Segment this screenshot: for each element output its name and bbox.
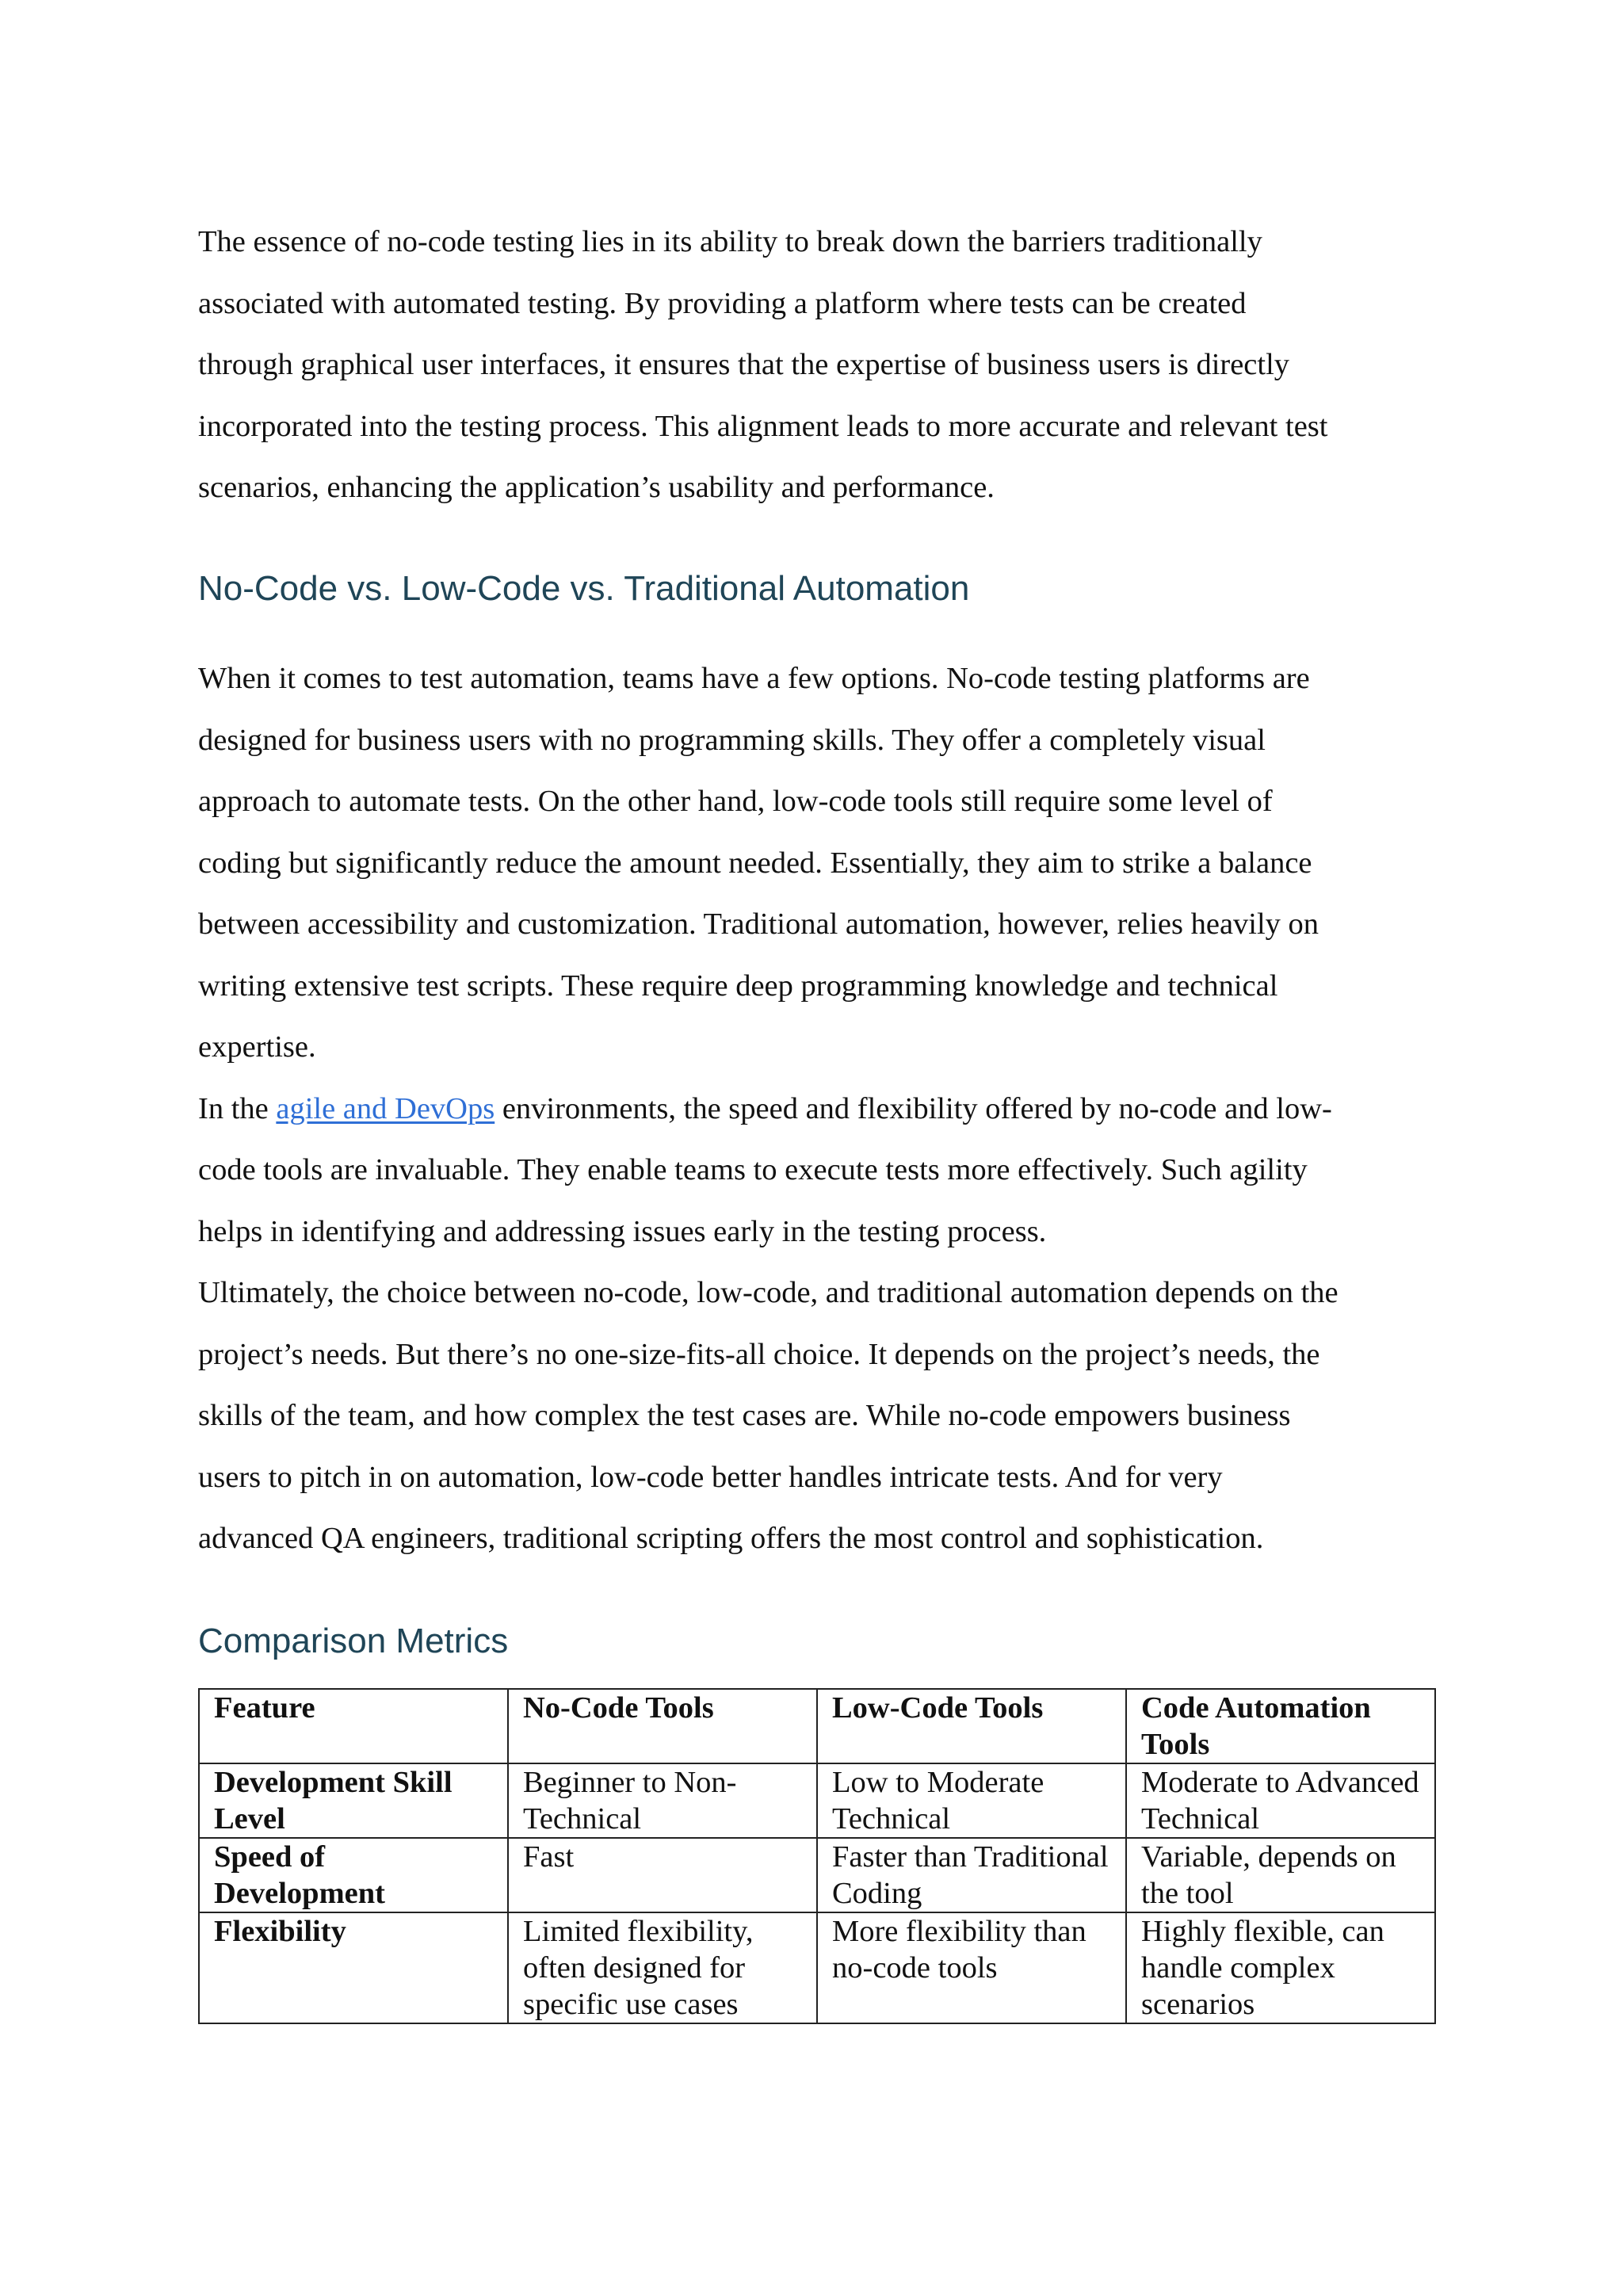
table-header-row (199, 1689, 1435, 1763)
table-cell: Fast (508, 1838, 817, 1912)
text-line: project’s needs. But there’s no one-size-fits-all choice. It depends on the project’s needs, the (198, 1337, 1320, 1371)
table-row (199, 1912, 1435, 2023)
text-line: associated with automated testing. By providing a platform where tests can be created (198, 286, 1247, 320)
table-header-cell: Low-Code Tools (817, 1689, 1126, 1763)
text-line-with-link (198, 1079, 1338, 1140)
section-heading-metrics: Comparison Metrics (198, 1622, 509, 1660)
table-row (199, 1763, 1435, 1838)
text-line: skills of the team, and how complex the test cases are. While no-code empowers business (198, 1399, 1291, 1432)
text-line: advanced QA engineers, traditional scripting offers the most control and sophistication. (198, 1522, 1264, 1555)
text-line: code tools are invaluable. They enable teams to execute tests more effectively. Such agility (198, 1153, 1308, 1186)
table-row-header: Flexibility (199, 1912, 508, 2023)
table-header-cell: Feature (199, 1689, 508, 1763)
text-line: users to pitch in on automation, low-code better handles intricate tests. And for very (198, 1460, 1223, 1494)
text-segment: environments, the speed and flexibility offered by no-code and low- (495, 1091, 1332, 1125)
text-line: coding but significantly reduce the amount needed. Essentially, they aim to strike a balance (198, 846, 1312, 880)
text-segment: In the (198, 1091, 277, 1125)
agile-devops-link[interactable]: agile and DevOps (276, 1091, 495, 1125)
text-line: When it comes to test automation, teams have a few options. No-code testing platforms are (198, 662, 1310, 695)
table-row-header: Speed of Development (199, 1838, 508, 1912)
table-cell: Limited flexibility, often designed for specific use cases (508, 1912, 817, 2023)
table-header-cell: Code Automation Tools (1126, 1689, 1435, 1763)
section-heading-comparison: No-Code vs. Low-Code vs. Traditional Automation (198, 569, 970, 608)
table-cell: Moderate to Advanced Technical (1126, 1763, 1435, 1838)
table-header-cell: No-Code Tools (508, 1689, 817, 1763)
paragraph-essence (198, 212, 1327, 519)
table-cell: Faster than Traditional Coding (817, 1838, 1126, 1912)
table-cell: More flexibility than no-code tools (817, 1912, 1126, 2023)
table-cell: Low to Moderate Technical (817, 1763, 1126, 1838)
text-line: approach to automate tests. On the other hand, low-code tools still require some level of (198, 785, 1273, 818)
table-cell: Variable, depends on the tool (1126, 1838, 1435, 1912)
text-line: The essence of no-code testing lies in its ability to break down the barriers traditionally (198, 225, 1262, 258)
table-row-header: Development Skill Level (199, 1763, 508, 1838)
text-line: between accessibility and customization. Traditional automation, however, relies heavily on (198, 907, 1319, 941)
comparison-table (198, 1688, 1436, 2024)
text-line: scenarios, enhancing the application’s usability and performance. (198, 471, 995, 504)
text-line: Ultimately, the choice between no-code, low-code, and traditional automation depends on the (198, 1276, 1338, 1309)
table-cell: Highly flexible, can handle complex scenarios (1126, 1912, 1435, 2023)
table-row (199, 1838, 1435, 1912)
text-line: designed for business users with no programming skills. They offer a completely visual (198, 723, 1266, 757)
text-line: helps in identifying and addressing issues early in the testing process. (198, 1214, 1047, 1248)
text-line: incorporated into the testing process. This alignment leads to more accurate and relevant test (198, 409, 1328, 443)
text-line: writing extensive test scripts. These require deep programming knowledge and technical (198, 968, 1278, 1003)
text-line: expertise. (198, 1030, 316, 1064)
paragraph-options (198, 648, 1338, 1570)
text-line: through graphical user interfaces, it ensures that the expertise of business users is directly (198, 348, 1290, 381)
table-cell: Beginner to Non-Technical (508, 1763, 817, 1838)
